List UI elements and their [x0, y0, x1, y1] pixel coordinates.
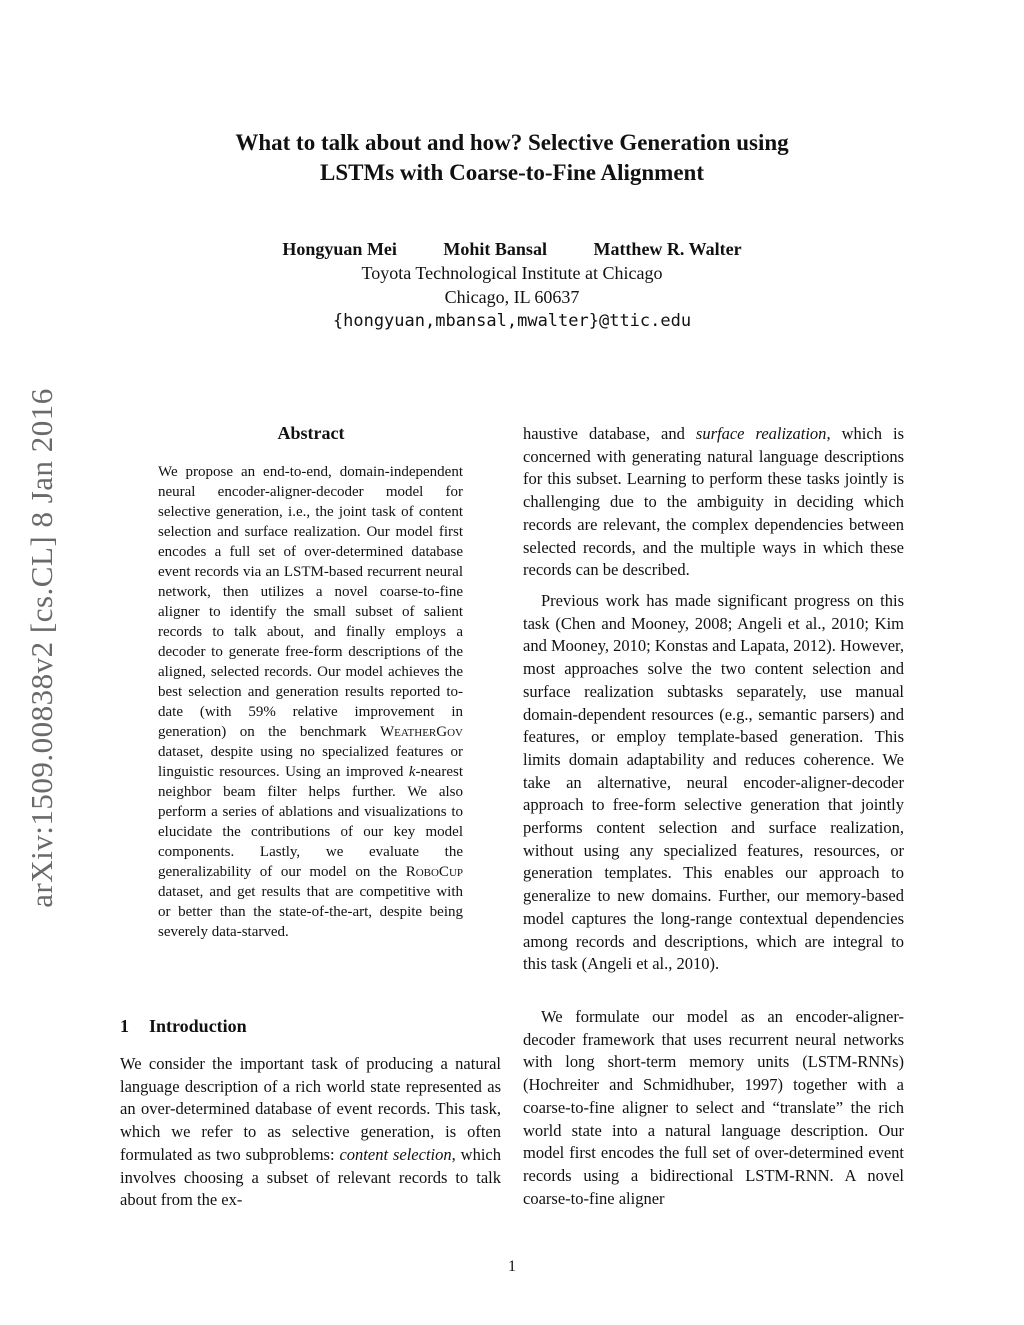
dataset-name-weathergov: WeatherGov: [379, 724, 463, 740]
intro-paragraph-3: We formulate our model as an encoder-aligner-decoder framework that uses recurrent neural networks with long short-term memory units (LSTM-RNNs) (Hochreiter and Schmidhuber, 1997) together with a coarse-to-fine aligner to select and “translate” the rich world state into a natural language description. Our model first encodes the full set of over-determined event records using a bidirectional LSTM-RNN. A novel coarse-to-fine aligner: [523, 1007, 904, 1208]
intro-paragraph-1: We consider the important task of producing a natural language description of a rich world state represented as an over-determined database of event records. This task, which we refer to as selective generation, is often formulated as two subproblems: content selection, which involves choosing a subset of relevant records to talk about from the ex-: [120, 1054, 501, 1210]
abstract-heading: Abstract: [277, 423, 345, 443]
author-list: [112, 237, 912, 261]
arxiv-stamp: arXiv:1509.00838v2 [cs.CL] 8 Jan 2016: [24, 388, 59, 908]
section-title: Introduction: [149, 1016, 247, 1036]
intro-paragraph-1-continued: haustive database, and surface realization, which is concerned with generating natural language descriptions for this subset. Learning to perform these tasks jointly is challenging due to the ambiguity in deciding which records are relevant, the complex dependencies between selected records, and the multiple ways in which these records can be described.: [523, 424, 905, 580]
author-name: Matthew R. Walter: [593, 239, 742, 259]
page-number: 1: [508, 1258, 516, 1275]
author-name: Hongyuan Mei: [282, 239, 397, 259]
section-heading-introduction: [120, 1016, 247, 1037]
paper-title: [112, 128, 912, 188]
author-name: Mohit Bansal: [443, 239, 547, 259]
section-number: 1: [120, 1016, 129, 1036]
author-emails: {hongyuan,mbansal,mwalter}@ttic.edu: [332, 311, 692, 331]
title-line-1: What to talk about and how? Selective Generation using: [235, 130, 789, 155]
intro-paragraph-2: Previous work has made significant progress on this task (Chen and Mooney, 2008; Angeli et al., 2010; Kim and Mooney, 2010; Konstas and Lapata, 2012). However, most approaches solve the two content selection and surface realization subtasks separately, use manual domain-dependent resources (e.g., semantic parsers) and features, or employ template-based generation. This limits domain adaptability and reduces coherence. We take an alternative, neural encoder-aligner-decoder approach to free-form selective generation that jointly performs content selection and surface realization, without using any specialized features, resources, or generation templates. This enables our approach to generalize to new domains. Further, our memory-based model captures the long-range contextual dependencies among records and descriptions, which are integral to this task (Angeli et al., 2010).: [523, 591, 904, 974]
affiliation-institute: Toyota Technological Institute at Chicago: [361, 263, 663, 283]
affiliation-address: Chicago, IL 60637: [444, 287, 580, 307]
dataset-name-robocup: RoboCup: [405, 864, 463, 880]
title-line-2: LSTMs with Coarse-to-Fine Alignment: [320, 160, 704, 185]
abstract-text: We propose an end-to-end, domain-independent neural encoder-aligner-decoder model for selective generation, i.e., the joint task of content selection and surface realization. Our model first encodes a full set of over-determined database event records via an LSTM-based recurrent neural network, then utilizes a novel coarse-to-fine aligner to identify the small subset of salient records to talk about, and finally employs a decoder to generate free-form descriptions of the aligned, selected records. Our model achieves the best selection and generation results reported to-date (with 59% relative improvement in generation) on the benchmark WeatherGov dataset, despite using no specialized features or linguistic resources. Using an improved k-nearest neighbor beam filter helps further. We also perform a series of ablations and visualizations to elucidate the contributions of our key model components. Lastly, we evaluate the generalizability of our model on the RoboCup dataset, and get results that are competitive with or better than the state-of-the-art, despite being severely data-starved.: [158, 464, 463, 940]
